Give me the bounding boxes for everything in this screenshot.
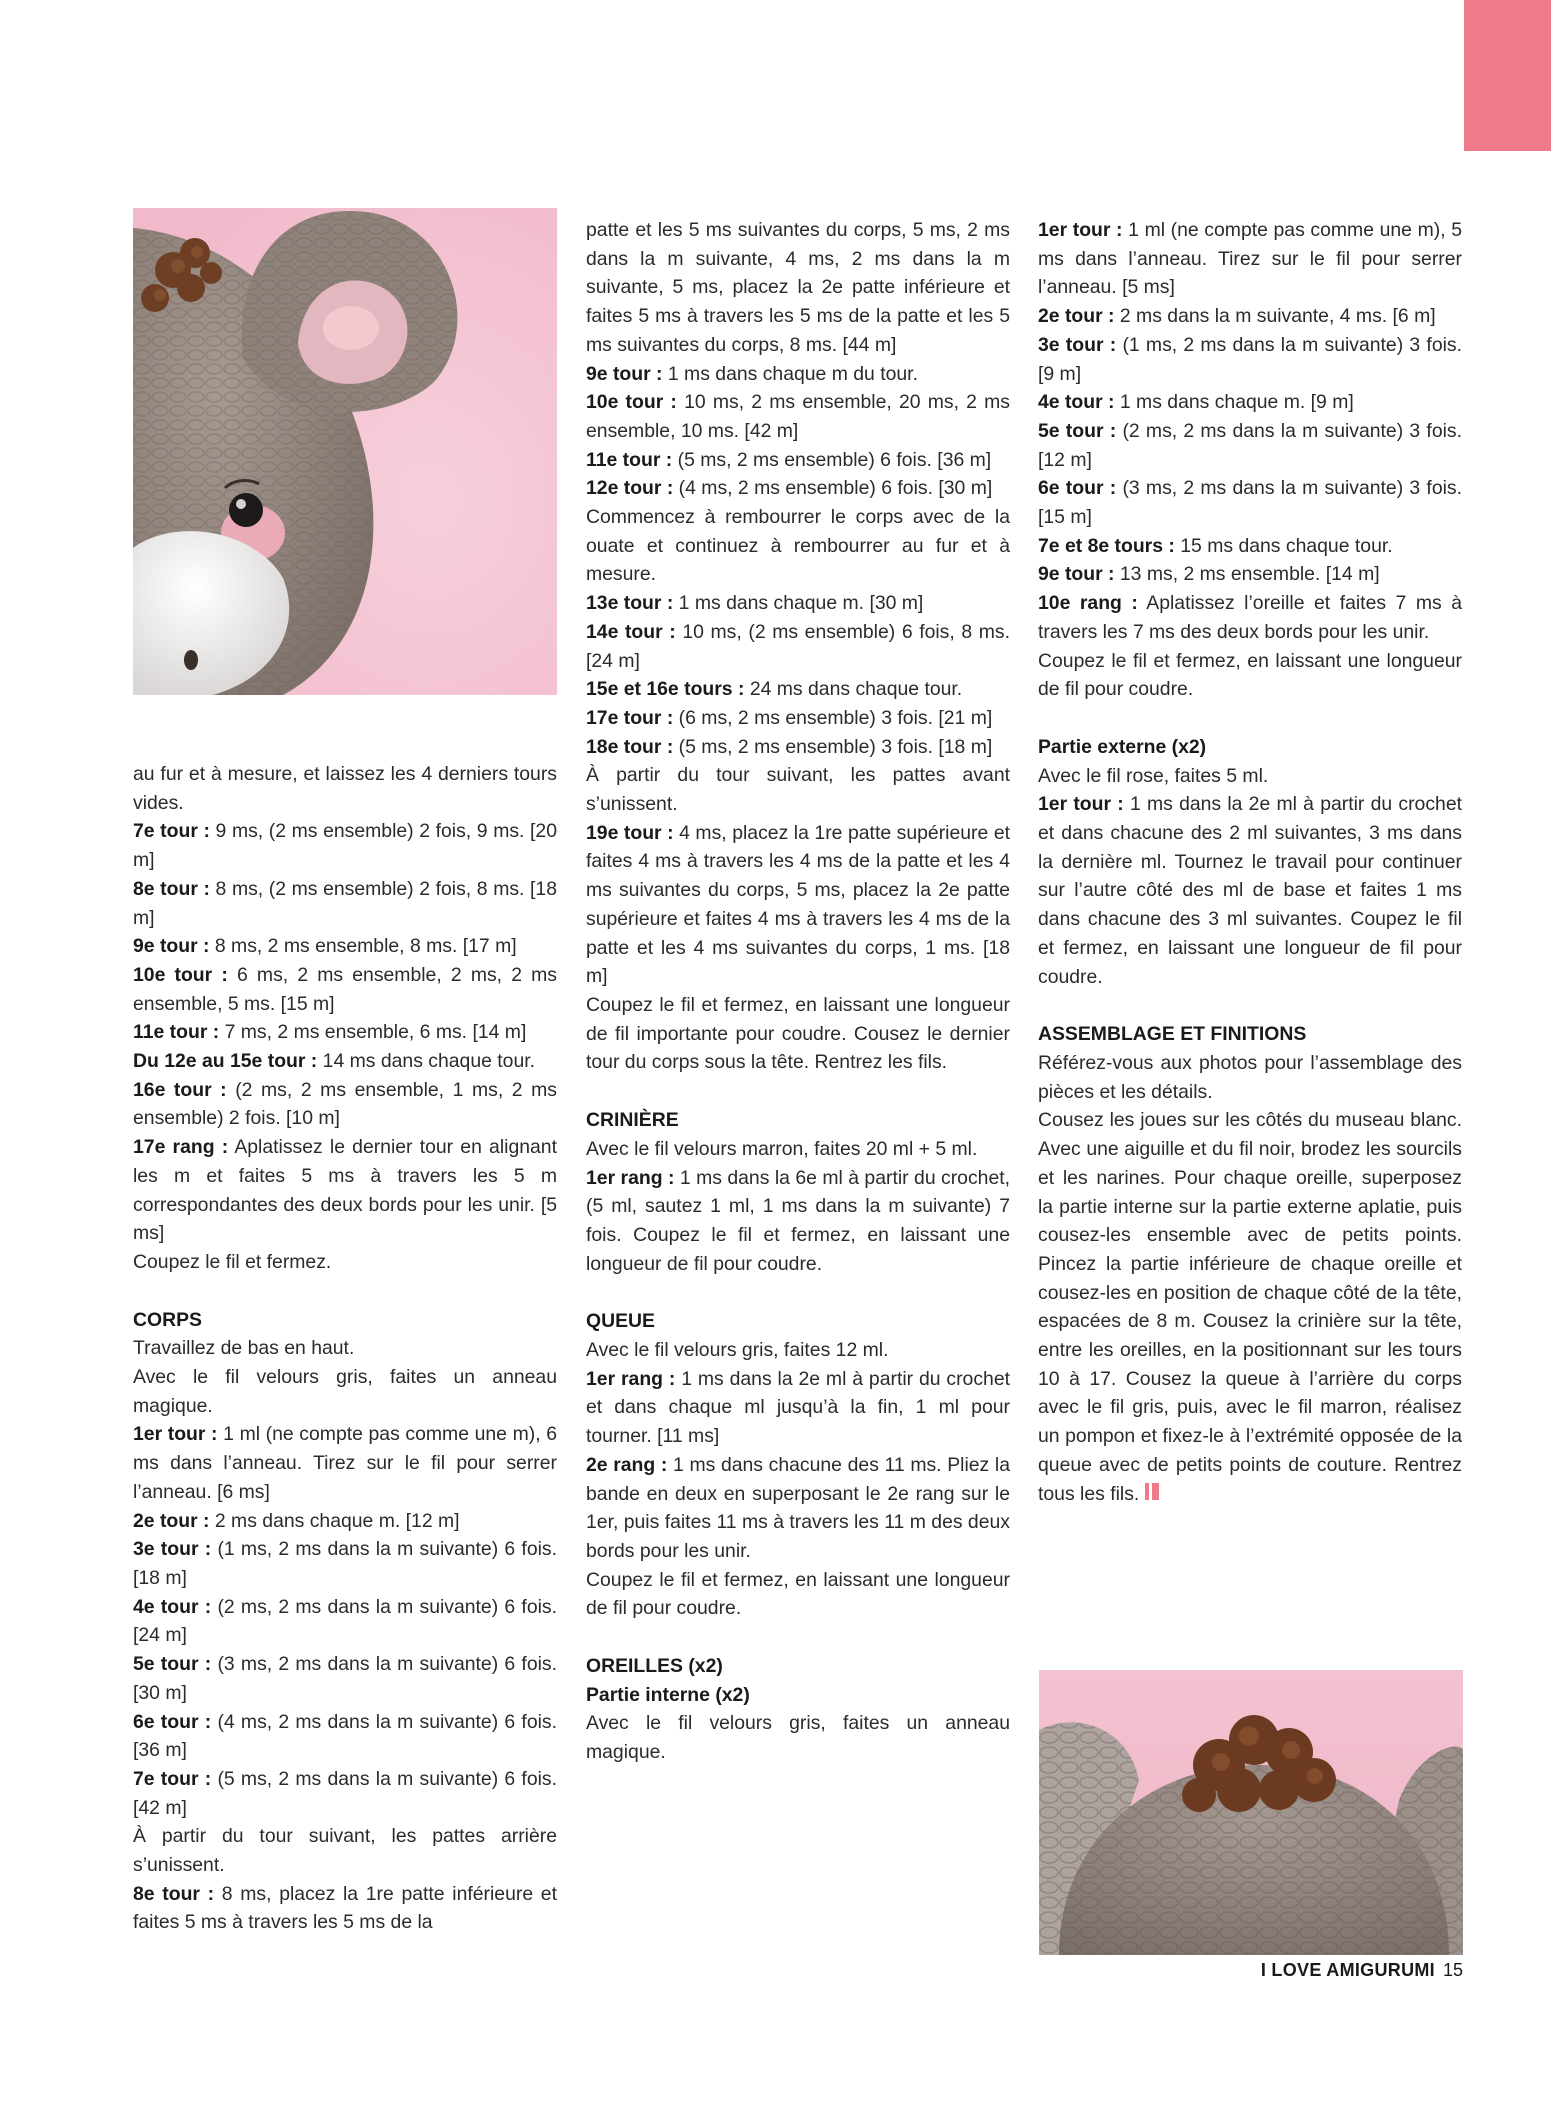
round-6: 6e tour : (4 ms, 2 ms dans la m suivante) 6 fois. [36 m] bbox=[133, 1710, 557, 1762]
round-label: 8e tour : bbox=[133, 1882, 215, 1905]
round-7: 7e tour : (5 ms, 2 ms dans la m suivante) 6 fois. [42 m] bbox=[133, 1767, 557, 1819]
round-label: 17e tour : bbox=[586, 706, 674, 729]
section-heading-assemblage: ASSEMBLAGE ET FINITIONS bbox=[1038, 1023, 1307, 1046]
round-4: 4e tour : 1 ms dans chaque m. [9 m] bbox=[1038, 391, 1354, 414]
round-label: 4e tour : bbox=[133, 1595, 212, 1618]
subheading-partie-interne: Partie interne (x2) bbox=[586, 1683, 750, 1706]
section-heading-queue: QUEUE bbox=[586, 1310, 655, 1333]
round-7-8: 7e et 8e tours : 15 ms dans chaque tour. bbox=[1038, 534, 1393, 557]
round-label: 3e tour : bbox=[133, 1538, 212, 1561]
round-8: 8e tour : 8 ms, placez la 1re patte inférieure et faites 5 ms à travers les 5 ms de la bbox=[133, 1882, 557, 1934]
round-label: Du 12e au 15e tour : bbox=[133, 1050, 318, 1073]
section-color-tab bbox=[1464, 0, 1551, 151]
donkey-head-photo bbox=[133, 208, 557, 695]
section-heading-corps: CORPS bbox=[133, 1308, 202, 1331]
row-10: 10e rang : Aplatissez l’oreille et faites 7 ms à travers les 7 ms des deux bords pour les unir. bbox=[1038, 592, 1462, 643]
round-9: 9e tour : 1 ms dans chaque m du tour. bbox=[586, 362, 918, 385]
round-label: 9e tour : bbox=[133, 935, 210, 958]
round-label: 2e tour : bbox=[1038, 305, 1115, 328]
paragraph: Référez-vous aux photos pour l’assemblage des pièces et les détails. bbox=[1038, 1051, 1462, 1103]
row-17: 17e rang : Aplatissez le dernier tour en alignant les m et faites 5 ms à travers les 5 m correspondantes des deux bords pour les unir. [5 ms] bbox=[133, 1136, 557, 1245]
round-label: 16e tour : bbox=[133, 1078, 227, 1101]
round-label: 5e tour : bbox=[1038, 419, 1117, 442]
round-3: 3e tour : (1 ms, 2 ms dans la m suivante) 6 fois. [18 m] bbox=[133, 1538, 557, 1589]
round-2: 2e tour : 2 ms dans la m suivante, 4 ms. [6 m] bbox=[1038, 305, 1436, 328]
row-1: 1er rang : 1 ms dans la 2e ml à partir du crochet et dans chaque ml jusqu’à la fin, 1 ml pour tourner. [11 ms] bbox=[586, 1367, 1010, 1448]
row-2: 2e rang : 1 ms dans chacune des 11 ms. Pliez la bande en deux en superposant le 2e rang sur le 1er, puis faites 11 ms à travers les 11 m des deux bords pour les unir. bbox=[586, 1453, 1010, 1562]
round-15-16: 15e et 16e tours : 24 ms dans chaque tour. bbox=[586, 678, 963, 701]
round-9: 9e tour : 13 ms, 2 ms ensemble. [14 m] bbox=[1038, 563, 1380, 586]
round-9: 9e tour : 8 ms, 2 ms ensemble, 8 ms. [17 m] bbox=[133, 935, 517, 958]
round-label: 7e tour : bbox=[133, 820, 210, 843]
round-5: 5e tour : (3 ms, 2 ms dans la m suivante) 6 fois. [30 m] bbox=[133, 1653, 557, 1704]
paragraph: Commencez à rembourrer le corps avec de la ouate et continuez à rembourrer au fur et à mesure. bbox=[586, 506, 1010, 586]
column-3 bbox=[1038, 216, 1462, 1509]
round-label: 8e tour : bbox=[133, 877, 210, 900]
section-heading-oreilles: OREILLES (x2) bbox=[586, 1655, 723, 1678]
page-number: 15 bbox=[1442, 1960, 1463, 1980]
donkey-mane-illustration bbox=[1039, 1670, 1463, 1955]
round-19: 19e tour : 4 ms, placez la 1re patte supérieure et faites 4 ms à travers les 4 ms de la patte et les 4 ms suivantes du corps, 5 ms, placez la 2e patte supérieure et faites 4 ms à travers les 4 ms de la patte et les 4 ms suivantes du corps, 1 ms. [18 m] bbox=[586, 821, 1010, 988]
paragraph: Coupez le fil et fermez, en laissant une longueur de fil pour coudre. bbox=[1038, 649, 1462, 701]
paragraph: patte et les 5 ms suivantes du corps, 5 ms, 2 ms dans la m suivante, 4 ms, 2 ms dans la m suivante, 5 ms, placez la 2e patte inférieure et faites 5 ms à travers les 5 ms de la patte et les 5 ms suivantes du corps, 8 ms. [44 m] bbox=[586, 219, 1010, 356]
round-label: 1er tour : bbox=[133, 1423, 218, 1446]
round-label: 1er rang : bbox=[586, 1367, 676, 1390]
round-4: 4e tour : (2 ms, 2 ms dans la m suivante) 6 fois. [24 m] bbox=[133, 1595, 557, 1647]
round-18: 18e tour : (5 ms, 2 ms ensemble) 3 fois. [18 m] bbox=[586, 735, 993, 758]
round-1: 1er tour : 1 ml (ne compte pas comme une m), 6 ms dans l’anneau. Tirez sur le fil pour serrer l’anneau. [6 ms] bbox=[133, 1423, 558, 1503]
paragraph: au fur et à mesure, et laissez les 4 derniers tours vides. bbox=[133, 763, 557, 814]
round-1: 1er tour : 1 ms dans la 2e ml à partir du crochet et dans chacune des 2 ml suivantes, 3 ms dans la dernière ml. Tournez le travail pour continuer sur l’autre côté des ml de base et faites 1 ms dans chacune des 3 ml suivantes. Coupez le fil et fermez, en laissant une longueur de fil pour coudre. bbox=[1038, 793, 1462, 988]
round-label: 6e tour : bbox=[133, 1710, 212, 1733]
round-label: 6e tour : bbox=[1038, 477, 1117, 500]
round-label: 3e tour : bbox=[1038, 333, 1117, 356]
round-label: 15e et 16e tours : bbox=[586, 678, 745, 701]
round-label: 10e rang : bbox=[1038, 592, 1138, 615]
round-label: 12e tour : bbox=[586, 477, 674, 500]
paragraph: Coupez le fil et fermez, en laissant une longueur de fil importante pour coudre. Cousez le dernier tour du corps sous la tête. Rentrez les fils. bbox=[586, 993, 1010, 1074]
paragraph: Cousez les joues sur les côtés du museau blanc. Avec une aiguille et du fil noir, brodez les sourcils et les narines. Pour chaque oreille, superposez la partie interne sur la partie externe aplatie, puis cousez-les ensemble avec de petits points. Pincez la partie inférieure de chaque oreille et cousez-les en position de chaque côté de la tête, espacées de 8 m. Cousez la crinière sur la tête, entre les oreilles, en la positionnant sur les tours 10 à 17. Cousez la queue à l’arrière du corps avec le fil gris, puis, avec le fil marron, réalisez un pompon et fixez-le à l’extrémité opposée de la queue avec de petits points de couture. Rentrez tous les fils. bbox=[1038, 1106, 1462, 1508]
round-label: 7e et 8e tours : bbox=[1038, 534, 1175, 557]
round-label: 4e tour : bbox=[1038, 391, 1115, 414]
round-12: 12e tour : (4 ms, 2 ms ensemble) 6 fois. [30 m] bbox=[586, 477, 993, 500]
magazine-name: I LOVE AMIGURUMI bbox=[1260, 1960, 1435, 1980]
round-8: 8e tour : 8 ms, (2 ms ensemble) 2 fois, 8 ms. [18 m] bbox=[133, 877, 557, 929]
row-1: 1er rang : 1 ms dans la 6e ml à partir du crochet, (5 ml, sautez 1 ml, 1 ms dans la m suivante) 7 fois. Coupez le fil et fermez, en laissant une longueur de fil pour coudre. bbox=[586, 1166, 1010, 1275]
round-label: 19e tour : bbox=[586, 821, 674, 844]
round-17: 17e tour : (6 ms, 2 ms ensemble) 3 fois. [21 m] bbox=[586, 706, 993, 729]
paragraph: À partir du tour suivant, les pattes avant s’unissent. bbox=[586, 764, 1010, 816]
round-label: 9e tour : bbox=[586, 362, 663, 385]
column-1 bbox=[133, 760, 557, 1937]
round-7: 7e tour : 9 ms, (2 ms ensemble) 2 fois, 9 ms. [20 m] bbox=[133, 820, 557, 872]
paragraph: Travaillez de bas en haut. bbox=[133, 1337, 355, 1360]
round-10: 10e tour : 10 ms, 2 ms ensemble, 20 ms, 2 ms ensemble, 10 ms. [42 m] bbox=[586, 391, 1011, 442]
round-1: 1er tour : 1 ml (ne compte pas comme une m), 5 ms dans l’anneau. Tirez sur le fil pour serrer l’anneau. [5 ms] bbox=[1038, 219, 1463, 299]
paragraph: Avec le fil velours gris, faites un anneau magique. bbox=[586, 1712, 1010, 1764]
paragraph: Coupez le fil et fermez. bbox=[133, 1250, 332, 1273]
end-mark-icon bbox=[1145, 1480, 1162, 1509]
donkey-head-illustration bbox=[133, 208, 557, 695]
round-label: 17e rang : bbox=[133, 1136, 229, 1159]
paragraph: Avec le fil rose, faites 5 ml. bbox=[1038, 764, 1269, 787]
round-label: 1er tour : bbox=[1038, 219, 1123, 241]
round-16: 16e tour : (2 ms, 2 ms ensemble, 1 ms, 2 ms ensemble) 2 fois. [10 m] bbox=[133, 1078, 557, 1130]
round-label: 10e tour : bbox=[133, 963, 228, 986]
round-label: 1er tour : bbox=[1038, 793, 1124, 816]
round-label: 18e tour : bbox=[586, 735, 674, 758]
round-label: 14e tour : bbox=[586, 620, 676, 643]
round-label: 11e tour : bbox=[586, 448, 673, 471]
round-2: 2e tour : 2 ms dans chaque m. [12 m] bbox=[133, 1509, 460, 1532]
column-2 bbox=[586, 216, 1010, 1767]
round-3: 3e tour : (1 ms, 2 ms dans la m suivante) 3 fois. [9 m] bbox=[1038, 333, 1462, 385]
paragraph: Coupez le fil et fermez, en laissant une longueur de fil pour coudre. bbox=[586, 1568, 1010, 1620]
round-6: 6e tour : (3 ms, 2 ms dans la m suivante) 3 fois. [15 m] bbox=[1038, 477, 1462, 529]
paragraph: Avec le fil velours gris, faites 12 ml. bbox=[586, 1339, 889, 1362]
round-label: 1er rang : bbox=[586, 1166, 675, 1189]
paragraph: Avec le fil velours gris, faites un anneau magique. bbox=[133, 1366, 557, 1417]
round-label: 11e tour : bbox=[133, 1021, 220, 1044]
round-10: 10e tour : 6 ms, 2 ms ensemble, 2 ms, 2 ms ensemble, 5 ms. [15 m] bbox=[133, 963, 557, 1015]
round-label: 5e tour : bbox=[133, 1653, 212, 1676]
round-14: 14e tour : 10 ms, (2 ms ensemble) 6 fois, 8 ms. [24 m] bbox=[586, 620, 1011, 672]
paragraph: Avec le fil velours marron, faites 20 ml + 5 ml. bbox=[586, 1137, 978, 1160]
round-label: 9e tour : bbox=[1038, 563, 1115, 586]
round-12-15: Du 12e au 15e tour : 14 ms dans chaque tour. bbox=[133, 1050, 536, 1073]
round-label: 2e rang : bbox=[586, 1453, 668, 1476]
round-5: 5e tour : (2 ms, 2 ms dans la m suivante) 3 fois. [12 m] bbox=[1038, 419, 1462, 471]
round-label: 7e tour : bbox=[133, 1767, 212, 1790]
page-footer bbox=[1261, 1958, 1463, 1982]
round-11: 11e tour : (5 ms, 2 ms ensemble) 6 fois. [36 m] bbox=[586, 448, 992, 471]
section-heading-criniere: CRINIÈRE bbox=[586, 1109, 679, 1132]
round-11: 11e tour : 7 ms, 2 ms ensemble, 6 ms. [14 m] bbox=[133, 1021, 527, 1044]
paragraph: À partir du tour suivant, les pattes arrière s’unissent. bbox=[133, 1825, 557, 1877]
round-label: 10e tour : bbox=[586, 391, 677, 414]
subheading-partie-externe: Partie externe (x2) bbox=[1038, 735, 1207, 758]
round-label: 13e tour : bbox=[586, 592, 674, 615]
donkey-mane-photo bbox=[1039, 1670, 1463, 1955]
round-13: 13e tour : 1 ms dans chaque m. [30 m] bbox=[586, 592, 924, 615]
round-label: 2e tour : bbox=[133, 1509, 210, 1532]
